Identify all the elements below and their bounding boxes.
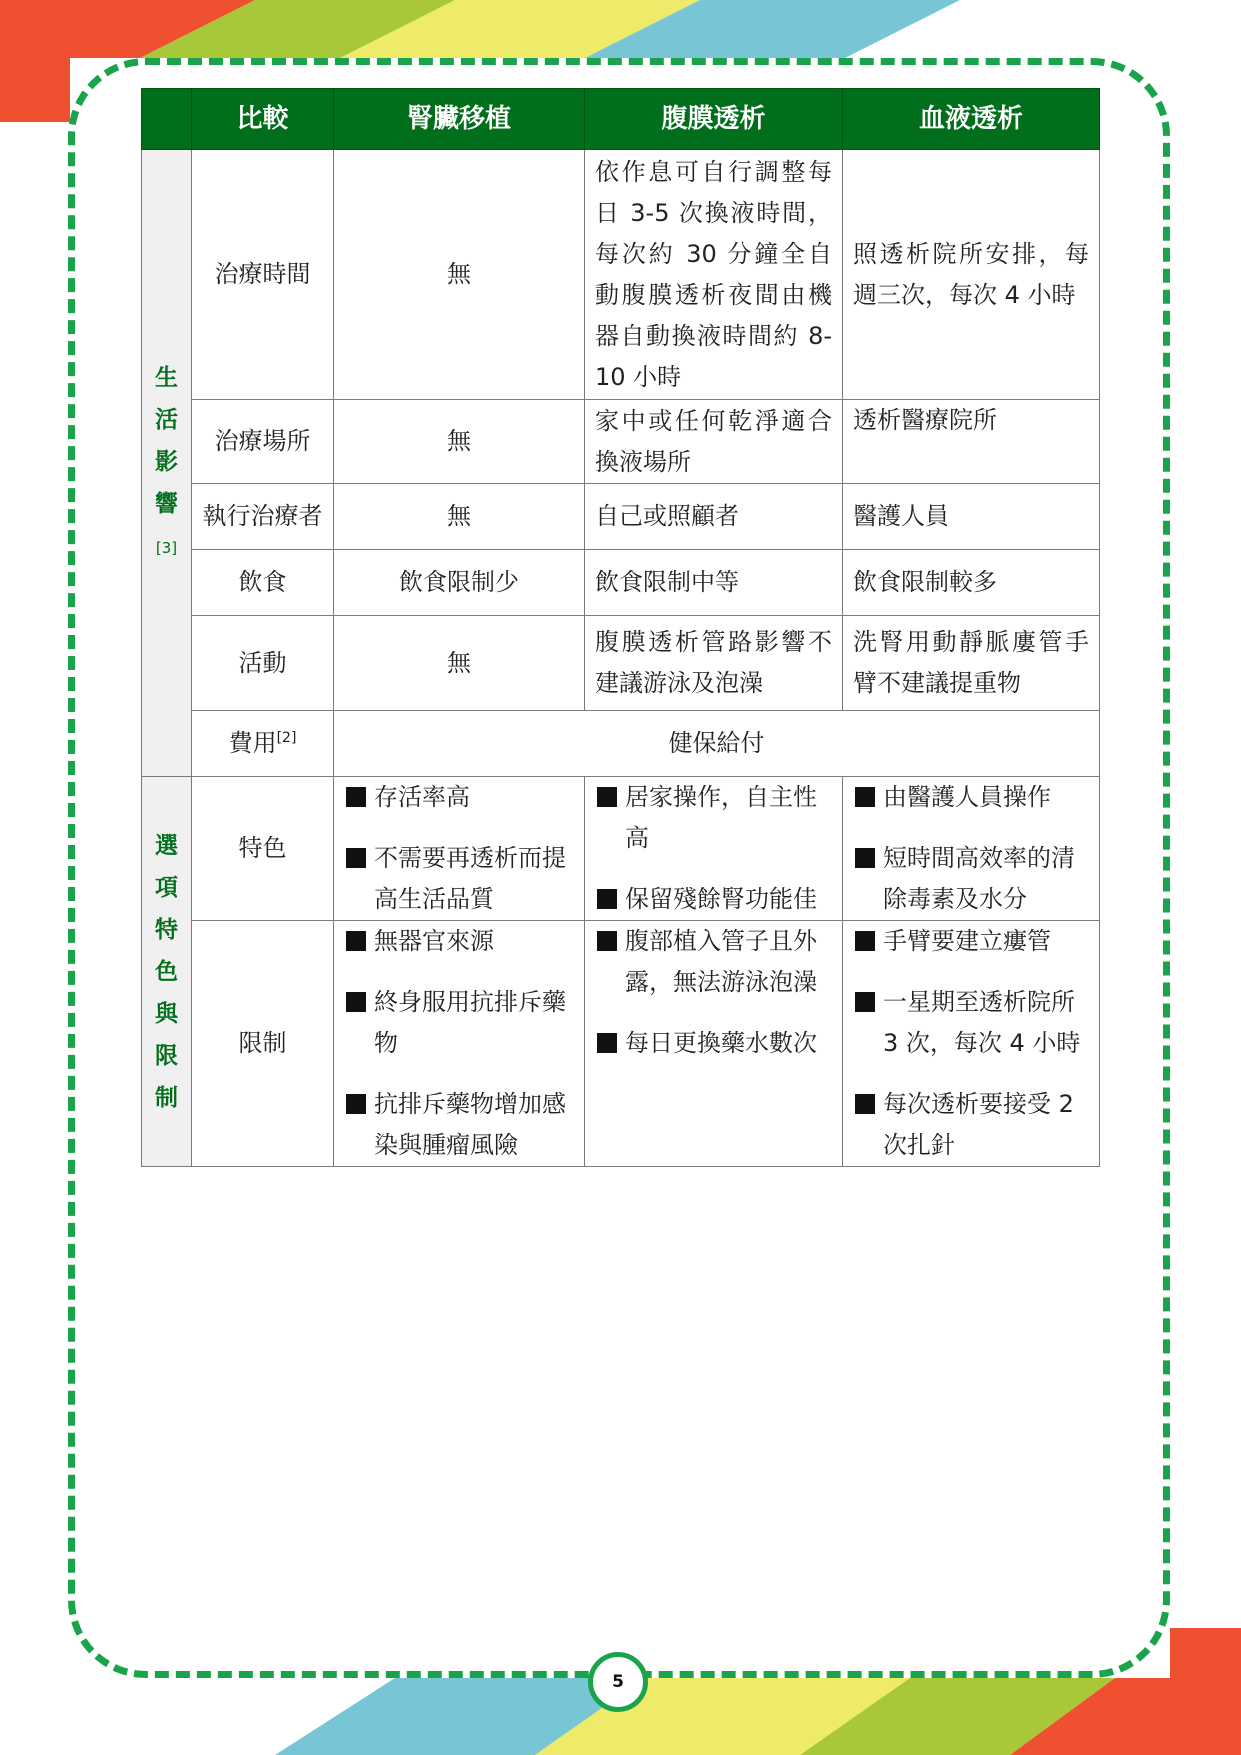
cell-place-hemo: 透析醫療院所 [843,400,1100,484]
section-features-char: 制 [155,1084,178,1111]
cell-activity-transplant: 無 [334,616,585,711]
cell-executor-transplant: 無 [334,484,585,550]
header-compare: 比較 [192,89,334,150]
section-life-impact [142,150,192,777]
section-features-char: 與 [155,1000,178,1027]
cell-activity-peritoneal: 腹膜透析管路影響不建議游泳及泡澡 [585,616,843,711]
list-item: 一星期至透析院所 3 次，每次 4 小時 [853,982,1089,1064]
cell-executor-peritoneal: 自己或照顧者 [585,484,843,550]
header-blank [142,89,192,150]
section-features-limits [142,777,192,1167]
list-item: 每次透析要接受 2 次扎針 [853,1084,1089,1166]
row-label-cost [192,711,334,777]
treatment-comparison-table [141,88,1100,1167]
table-row [142,550,1100,616]
cell-time-hemo: 照透析院所安排，每週三次，每次 4 小時 [843,150,1100,400]
list-item: 每日更換藥水數次 [595,1023,832,1064]
section-life-char: 響 [155,491,178,517]
cell-features-hemo [843,777,1100,921]
section-life-char: 活 [155,407,178,433]
table-row [142,484,1100,550]
section-features-char: 限 [155,1042,178,1069]
cell-executor-hemo: 醫護人員 [843,484,1100,550]
list-item: 保留殘餘腎功能佳 [595,879,832,920]
cell-diet-hemo: 飲食限制較多 [843,550,1100,616]
section-life-ref: [3] [155,539,178,557]
row-label-activity: 活動 [192,616,334,711]
table-row [142,150,1100,400]
row-label-time: 治療時間 [192,150,334,400]
cost-ref: [2] [276,730,297,746]
cell-time-transplant: 無 [334,150,585,400]
table-header-row [142,89,1100,150]
section-life-char: 影 [155,449,178,475]
cost-label-text: 費用 [228,729,277,757]
cell-cost-value: 健保給付 [334,711,1100,777]
row-label-features: 特色 [192,777,334,921]
cell-place-transplant: 無 [334,400,585,484]
list-item: 腹部植入管子且外露，無法游泳泡澡 [595,921,832,1003]
header-hemo: 血液透析 [843,89,1100,150]
list-item: 終身服用抗排斥藥物 [344,982,574,1064]
row-label-executor: 執行治療者 [192,484,334,550]
list-item: 居家操作，自主性高 [595,777,832,859]
section-features-char: 選 [155,832,178,859]
row-label-limits: 限制 [192,921,334,1167]
cell-place-peritoneal: 家中或任何乾淨適合換液場所 [585,400,843,484]
cell-limits-peritoneal [585,921,843,1167]
list-item: 由醫護人員操作 [853,777,1089,818]
cell-features-transplant [334,777,585,921]
cell-activity-hemo: 洗腎用動靜脈廔管手臂不建議提重物 [843,616,1100,711]
section-features-char: 色 [155,958,178,985]
table-row [142,400,1100,484]
row-label-diet: 飲食 [192,550,334,616]
list-item: 手臂要建立瘻管 [853,921,1089,962]
cell-features-peritoneal [585,777,843,921]
section-features-char: 特 [155,916,178,943]
page-number: 5 [588,1652,648,1712]
cell-time-peritoneal: 依作息可自行調整每日 3-5 次換液時間，每次約 30 分鐘全自動腹膜透析夜間由機器自動換液時間約 8-10 小時 [585,150,843,400]
table-row [142,711,1100,777]
list-item: 無器官來源 [344,921,574,962]
section-features-char: 項 [155,874,178,901]
list-item: 不需要再透析而提高生活品質 [344,838,574,920]
header-transplant: 腎臟移植 [334,89,585,150]
cell-diet-transplant: 飲食限制少 [334,550,585,616]
list-item: 抗排斥藥物增加感染與腫瘤風險 [344,1084,574,1166]
table-row [142,616,1100,711]
cell-limits-hemo [843,921,1100,1167]
section-life-char: 生 [155,365,178,391]
cell-diet-peritoneal: 飲食限制中等 [585,550,843,616]
list-item: 存活率高 [344,777,574,818]
cell-limits-transplant [334,921,585,1167]
header-peritoneal: 腹膜透析 [585,89,843,150]
table-row [142,777,1100,921]
table-row [142,921,1100,1167]
list-item: 短時間高效率的清除毒素及水分 [853,838,1089,920]
row-label-place: 治療場所 [192,400,334,484]
